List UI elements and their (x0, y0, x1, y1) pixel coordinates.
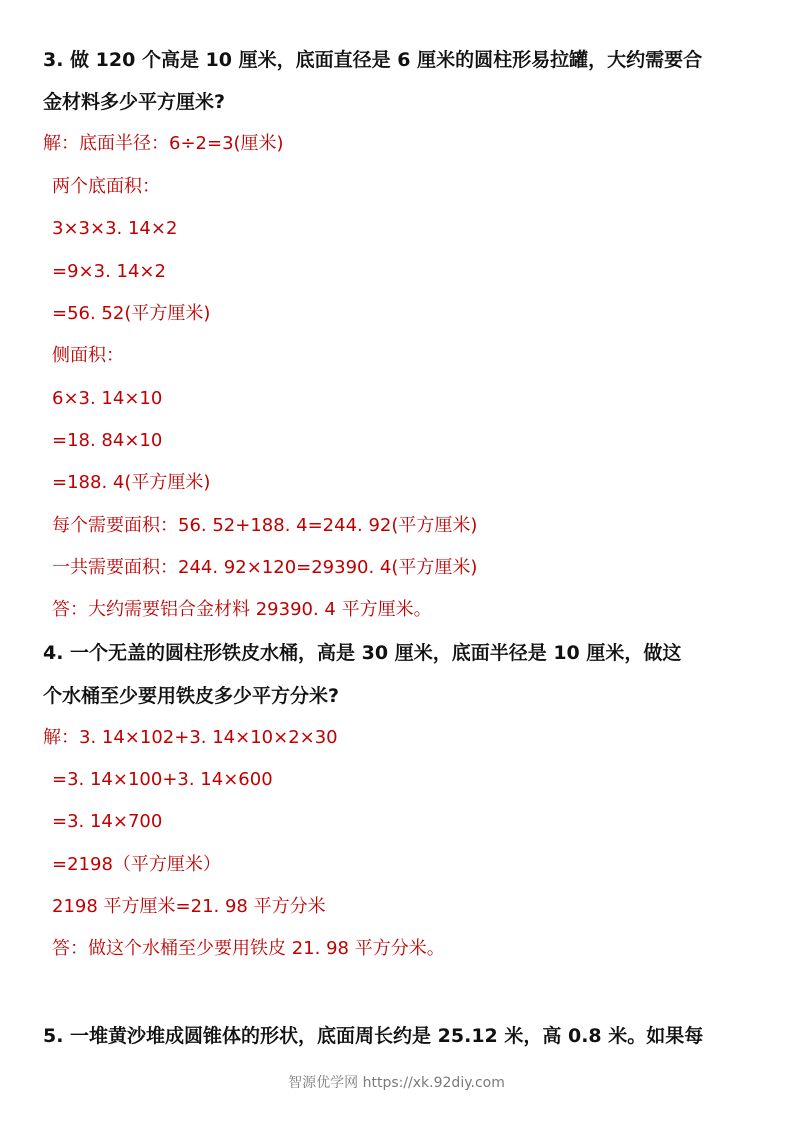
q3-solution-line: 3×3×3. 14×2 (52, 218, 178, 239)
q4-solution-line: 解：3. 14×102+3. 14×10×2×30 (43, 727, 338, 748)
q3-solution-line: 每个需要面积：56. 52+188. 4=244. 92(平方厘米) (52, 515, 478, 536)
q3-solution-line: =9×3. 14×2 (52, 261, 166, 282)
question-3-line-2: 金材料多少平方厘米? (43, 91, 226, 113)
question-5-line-1: 5. 一堆黄沙堆成圆锥体的形状，底面周长约是 25.12 米，高 0.8 米。如果每 (43, 1025, 704, 1047)
question-4-line-1: 4. 一个无盖的圆柱形铁皮水桶，高是 30 厘米，底面半径是 10 厘米，做这 (43, 642, 682, 664)
q3-solution-line: 6×3. 14×10 (52, 388, 163, 409)
question-3-line-1: 3. 做 120 个高是 10 厘米，底面直径是 6 厘米的圆柱形易拉罐，大约需要合 (43, 49, 703, 71)
q4-answer: 答：做这个水桶至少要用铁皮 21. 98 平方分米。 (52, 938, 445, 959)
q4-solution-line: =3. 14×100+3. 14×600 (52, 769, 273, 790)
q3-solution-line: 两个底面积： (52, 176, 160, 197)
q4-solution-line: =2198（平方厘米） (52, 854, 221, 875)
q3-solution-line: =18. 84×10 (52, 430, 163, 451)
q3-solution-line: 侧面积： (52, 345, 124, 366)
q4-solution-line: =3. 14×700 (52, 811, 163, 832)
footer-watermark: 智源优学网 https://xk.92diy.com (288, 1075, 505, 1091)
question-4-line-2: 个水桶至少要用铁皮多少平方分米? (43, 685, 340, 707)
q4-solution-line: 2198 平方厘米=21. 98 平方分米 (52, 896, 326, 917)
q3-answer: 答：大约需要铝合金材料 29390. 4 平方厘米。 (52, 599, 432, 620)
q3-solution-line: 一共需要面积：244. 92×120=29390. 4(平方厘米) (52, 557, 478, 578)
q3-solution-line: =188. 4(平方厘米) (52, 472, 211, 493)
q3-solution-line: 解：底面半径：6÷2=3(厘米) (43, 133, 284, 154)
q3-solution-line: =56. 52(平方厘米) (52, 303, 211, 324)
